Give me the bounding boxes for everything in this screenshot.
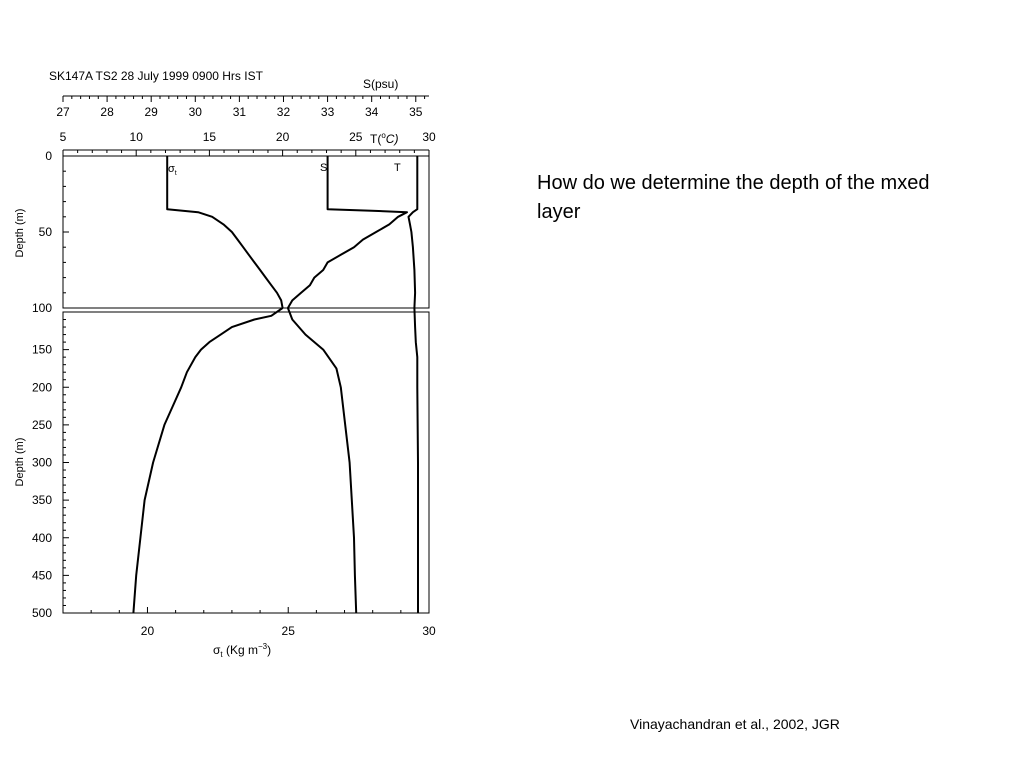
temperature-profile-line-upper [409, 156, 418, 308]
temperature-tick-label: 25 [349, 130, 363, 144]
depth-axis-label-lower: Depth (m) [14, 437, 26, 487]
temperature-axis-label: T($^o$C) [370, 131, 399, 146]
sigma-curve-label: $\sigma_t$ [168, 163, 177, 177]
temperature-curve-label: T [394, 162, 401, 174]
depth-tick-label: 350 [31, 493, 52, 508]
depth-tick-label: 500 [31, 606, 52, 620]
salinity-axis-label: S(psu) [363, 77, 399, 91]
depth-tick-label: 150 [31, 342, 52, 357]
temperature-tick-label: 15 [202, 130, 217, 144]
salinity-tick-label: 27 [56, 105, 70, 119]
sigma-tick-label: 30 [422, 624, 436, 638]
sigma-tick-label: 20 [140, 624, 155, 638]
temperature-tick-label: 30 [422, 130, 436, 144]
depth-tick-label: 0 [45, 149, 52, 163]
sigma-axis-label: $\sigma_t$ (Kg $m^{-3}$) [213, 642, 272, 659]
depth-tick-label: 200 [31, 380, 52, 395]
depth-tick-label: 400 [31, 530, 52, 545]
salinity-tick-label: 32 [276, 105, 291, 119]
lower-panel-frame [63, 312, 429, 613]
temperature-profile-line-lower [414, 308, 418, 613]
salinity-tick-label: 28 [100, 105, 114, 119]
depth-tick-label: 450 [31, 568, 52, 583]
slide-question: How do we determine the depth of the mxed layer [537, 172, 930, 223]
salinity-tick-label: 29 [144, 105, 158, 119]
temperature-tick-label: 10 [129, 130, 143, 144]
salinity-tick-label: 33 [320, 105, 335, 119]
sigma-profile-line-lower [133, 308, 282, 613]
chart-title: SK147A TS2 28 July 1999 0900 Hrs IST [49, 69, 263, 83]
salinity-tick-label: 34 [364, 105, 379, 119]
depth-tick-label: 100 [31, 301, 52, 315]
temperature-tick-label: 20 [275, 130, 290, 144]
depth-axis-label-upper: Depth (m) [14, 208, 26, 258]
depth-tick-label: 300 [31, 455, 52, 470]
salinity-profile-line-lower [288, 308, 356, 613]
citation: Vinayachandran et al., 2002, JGR [630, 716, 840, 732]
depth-tick-label: 250 [31, 417, 52, 432]
sigma-tick-label: 25 [281, 624, 295, 638]
salinity-tick-label: 30 [188, 105, 202, 119]
salinity-tick-label: 35 [409, 105, 423, 119]
sigma-profile-line-upper [167, 156, 282, 308]
depth-tick-label: 50 [38, 225, 52, 239]
salinity-profile-line-upper [288, 156, 407, 308]
temperature-tick-label: 5 [59, 130, 67, 144]
salinity-curve-label: S [320, 162, 328, 174]
salinity-tick-label: 31 [232, 105, 247, 119]
